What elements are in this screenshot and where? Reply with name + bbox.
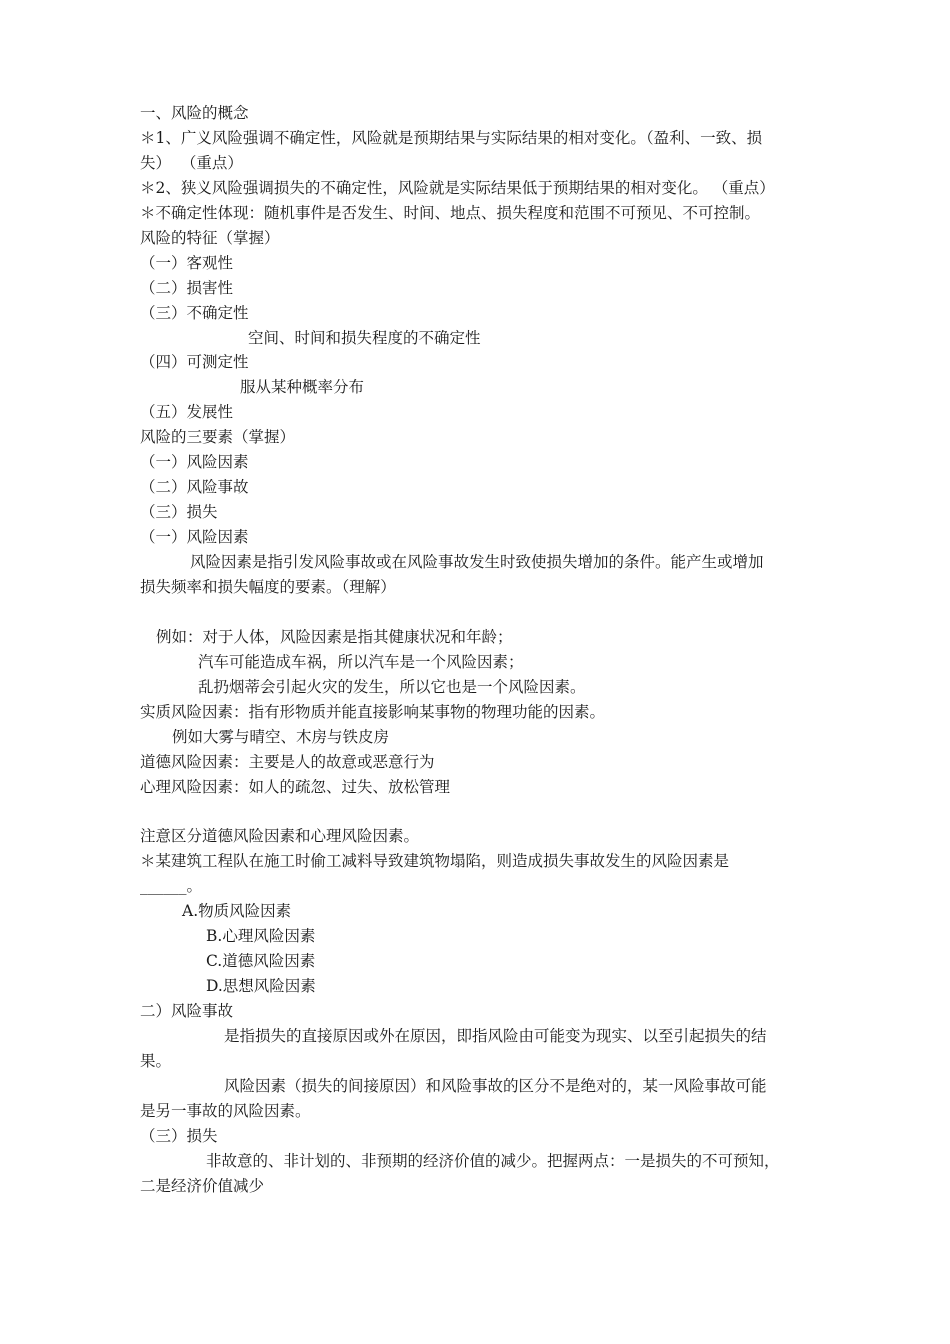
answer-option-d: D.思想风险因素 [206,977,316,995]
answer-option-b: B.心理风险因素 [206,927,316,945]
text-line: 例如：对于人体，风险因素是指其健康状况和年龄； [156,628,513,646]
text-line: 风险因素是指引发风险事故或在风险事故发生时致使损失增加的条件。能产生或增加 [190,553,764,571]
text-line: ＊1、广义风险强调不确定性，风险就是预期结果与实际结果的相对变化。（盈利、一致、损 [140,129,763,147]
text-line: 汽车可能造成车祸，所以汽车是一个风险因素； [198,653,524,671]
section-heading-risk-concept: 一、风险的概念 [140,104,249,122]
text-line: ＊2、狭义风险强调损失的不确定性，风险就是实际结果低于预期结果的相对变化。 （重点） [140,179,775,197]
list-item: （二）损害性 [140,279,234,297]
text-line: 损失频率和损失幅度的要素。（理解） [140,578,396,596]
section-heading-three-elements: 风险的三要素（掌握） [140,428,296,446]
subsection-heading: 二）风险事故 [140,1002,234,1020]
text-line: 注意区分道德风险因素和心理风险因素。 [140,827,420,845]
answer-option-a: A.物质风险因素 [182,902,292,920]
text-line: 例如大雾与晴空、木房与铁皮房 [172,728,390,746]
text-line: 乱扔烟蒂会引起火灾的发生，所以它也是一个风险因素。 [198,678,586,696]
text-line: 二是经济价值减少 [140,1177,265,1195]
section-heading-risk-features: 风险的特征（掌握） [140,229,280,247]
subsection-heading: （三）损失 [140,1127,218,1145]
text-line: 果。 [140,1052,172,1070]
text-line: 风险因素（损失的间接原因）和风险事故的区分不是绝对的，某一风险事故可能 [224,1077,767,1095]
text-line: 是指损失的直接原因或外在原因，即指风险由可能变为现实、以至引起损失的结 [224,1027,767,1045]
text-line: ＊不确定性体现：随机事件是否发生、时间、地点、损失程度和范围不可预见、不可控制。 [140,204,761,222]
list-item: （二）风险事故 [140,478,249,496]
answer-option-c: C.道德风险因素 [206,952,316,970]
question-text: ＊某建筑工程队在施工时偷工减料导致建筑物塌陷，则造成损失事故发生的风险因素是 [140,852,730,870]
text-line: 非故意的、非计划的、非预期的经济价值的减少。把握两点：一是损失的不可预知， [206,1152,780,1170]
list-item: （一）风险因素 [140,453,249,471]
text-line: 实质风险因素：指有形物质并能直接影响某事物的物理功能的因素。 [140,703,606,721]
text-line: 失） （重点） [140,154,243,172]
list-item: （四）可测定性 [140,353,249,371]
text-line: 道德风险因素：主要是人的故意或恶意行为 [140,753,435,771]
text-line: 心理风险因素：如人的疏忽、过失、放松管理 [140,778,451,796]
list-item: （三）损失 [140,503,218,521]
list-item: （五）发展性 [140,403,234,421]
subsection-heading: （一）风险因素 [140,528,249,546]
text-line: 服从某种概率分布 [240,378,365,396]
question-blank: ______。 [140,877,203,895]
list-item: （一）客观性 [140,254,234,272]
text-line: 是另一事故的风险因素。 [140,1102,311,1120]
list-item: （三）不确定性 [140,304,249,322]
text-line: 空间、时间和损失程度的不确定性 [248,329,481,347]
